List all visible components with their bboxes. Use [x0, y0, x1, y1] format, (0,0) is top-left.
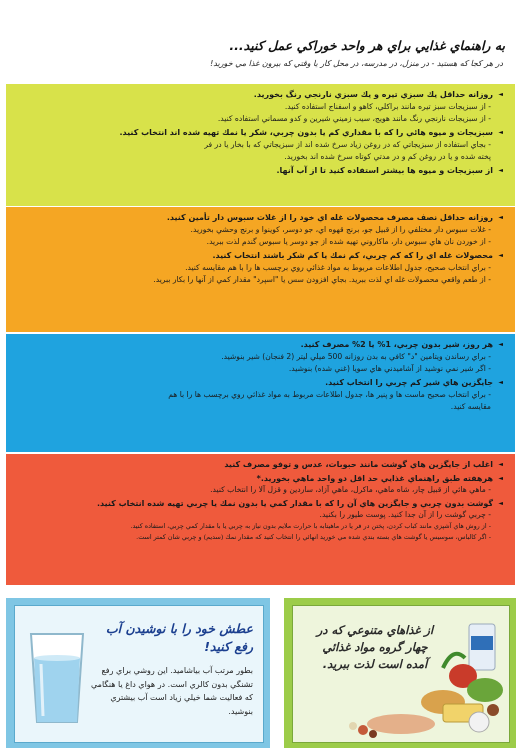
sub-point: - بجاي استفاده از سبزيجاتي كه در روغن زياد سرخ شده اند از سبزيجاتي كه با بخار يا در فر	[20, 139, 503, 151]
sub-point: - اگر شير نمي نوشيد از آشاميدني هاي سويا (غني شده) بنوشيد.	[20, 363, 503, 375]
section-grain-products	[6, 207, 515, 332]
bullet-point: ◄ جايگزين هاي شير كم چربي را انتخاب كنيد.	[20, 377, 503, 389]
sub-point-continued: پخته شده و يا در روغن كم و در مدتي كوتاه سرخ شده اند بخوريد.	[284, 152, 491, 161]
page-subtitle: در هر كجا كه هستيد - در منزل، در مدرسه، در محل كار يا وقتي كه بيرون غذا مي خوريد!	[210, 59, 503, 68]
water-tip-inner	[14, 605, 264, 743]
water-tip-box	[6, 598, 270, 748]
page-title: به راهنماي غذايي براي هر واحد خوراكي عمل كنيد...	[229, 38, 505, 53]
sub-point: - براي رساندن ويتامين "د" كافي به بدن روزانه 500 ميلي ليتر (2 فنجان) شير بنوشيد.	[20, 351, 503, 363]
variety-tip-title: از غذاهاي متنوعي كه در چهار گروه مواد غذائي آمده است لذت ببريد.	[316, 623, 434, 671]
water-tip-title: عطش خود را با نوشيدن آب رفع كنيد!	[105, 621, 253, 654]
bullet-point: ◄ روزانه حداقل نصف مصرف محصولات غله اي خود را از غلات سبوس دار تأمين كنيد.	[20, 212, 503, 224]
sub-point: - براي انتخاب صحيح ماست ها و پنير ها، جدول اطلاعات مربوط به مواد غذائي روي برچسب ها را با هم	[20, 389, 503, 401]
header	[0, 0, 523, 78]
sub-point: - چربي گوشت را از آن جدا كنيد. پوست طيور را بكنيد.	[20, 509, 503, 521]
sub-point: - از طعم واقعي محصولات غله اي لذت ببريد. بجاي افزودن سس يا "اسپرد" مقدار كمي از آنها را بكار ببريد.	[20, 274, 503, 286]
variety-tip-box	[284, 598, 516, 748]
section-vegetables-fruits	[6, 84, 515, 206]
sub-point-continued: مقايسه كنيد.	[450, 402, 491, 411]
sub-point: - اگر كالباس، سوسيس يا گوشت هاي بسته بندي شده مي خوريد انهائي را انتخاب كنيد كه مقدار نمك (سديم) و چربي شان كمتر است.	[20, 532, 503, 544]
water-tip-body: بطور مرتب آب بياشاميد. اين روشي براي رفع تشنگي بدون كالري است. در هواي داغ يا هنگامي كه فعاليت شما خيلي زياد است آب بيشتري بنوشيد.	[91, 666, 253, 716]
bullet-point: ◄ سبزيجات و ميوه هائي را كه با مقداري كم يا بدون چربي، شكر يا نمك تهيه شده اند انتخاب كنيد.	[20, 127, 503, 139]
bullet-point: ◄ گوشت بدون چربي و جايگزين هاي آن را كه با مقدار كمي يا بدون نمك يا چربي تهيه شده انتخاب كنيد.	[20, 498, 503, 510]
variety-tip-inner	[292, 605, 510, 743]
sub-point: - از خوردن نان هاي سبوس دار، ماكاروني تهيه شده از جو دوسر يا سبوس گندم لذت ببريد.	[20, 236, 503, 248]
section-milk-alternatives	[6, 334, 515, 452]
sub-point: - براي انتخاب صحيح، جدول اطلاعات مربوط به مواد غذائي روي برچسب ها را با هم مقايسه كنيد.	[20, 262, 503, 274]
sub-point: - از سبزيجات نارنجي رنگ مانند هويج، سيب زميني شيرين و كدو مسماني استفاده كنيد.	[20, 113, 503, 125]
bullet-point: ◄ از سبزيجات و ميوه ها بيشتر استفاده كنيد تا از آب آنها.	[20, 165, 503, 177]
water-glass-icon	[25, 628, 89, 728]
bullet-point: ◄ هر روز، شير بدون چربي، 1% يا 2% مصرف كنيد.	[20, 339, 503, 351]
bullet-point: ◄ محصولات غله اي را كه كم چربي، كم نمك يا كم شكر باشند انتخاب كنيد.	[20, 250, 503, 262]
bullet-point: ◄ روزانه حداقل يك سبزي تيره و يك سبزي نارنجي رنگ بخوريد.	[20, 89, 503, 101]
sub-point: - ماهي هائي از قبيل چار، شاه ماهي، ماكرل، ماهي آزاد، ساردين و قزل آلا را انتخاب كنيد.	[20, 484, 503, 496]
bullet-point: ◄ اغلب از جايگزين هاي گوشت مانند حبوبات، عدس و توفو مصرف كنيد	[20, 459, 503, 471]
bullet-point: ◄ هرهفته طبق راهنماي غذايي حد اقل دو واحد ماهي بخوريد.*	[20, 473, 503, 485]
sub-point: - از سبزيجات سبز تيره مانند براكلي، كاهو و اسفناج استفاده كنيد.	[20, 101, 503, 113]
sub-point: - غلات سبوس دار مختلفي را از قبيل جو، برنج قهوه اي، جو دوسر، كوينوا و برنج وحشي بخوريد.	[20, 224, 503, 236]
section-meat-alternatives	[6, 454, 515, 585]
sub-point: - از روش هاي آشپزي مانند كباب كردن، پختن در فر يا در ماهيتابه با حرارت ملايم بدون نياز به چربي يا با مقدار كمي چربي، استفاده كنيد.	[20, 521, 503, 533]
